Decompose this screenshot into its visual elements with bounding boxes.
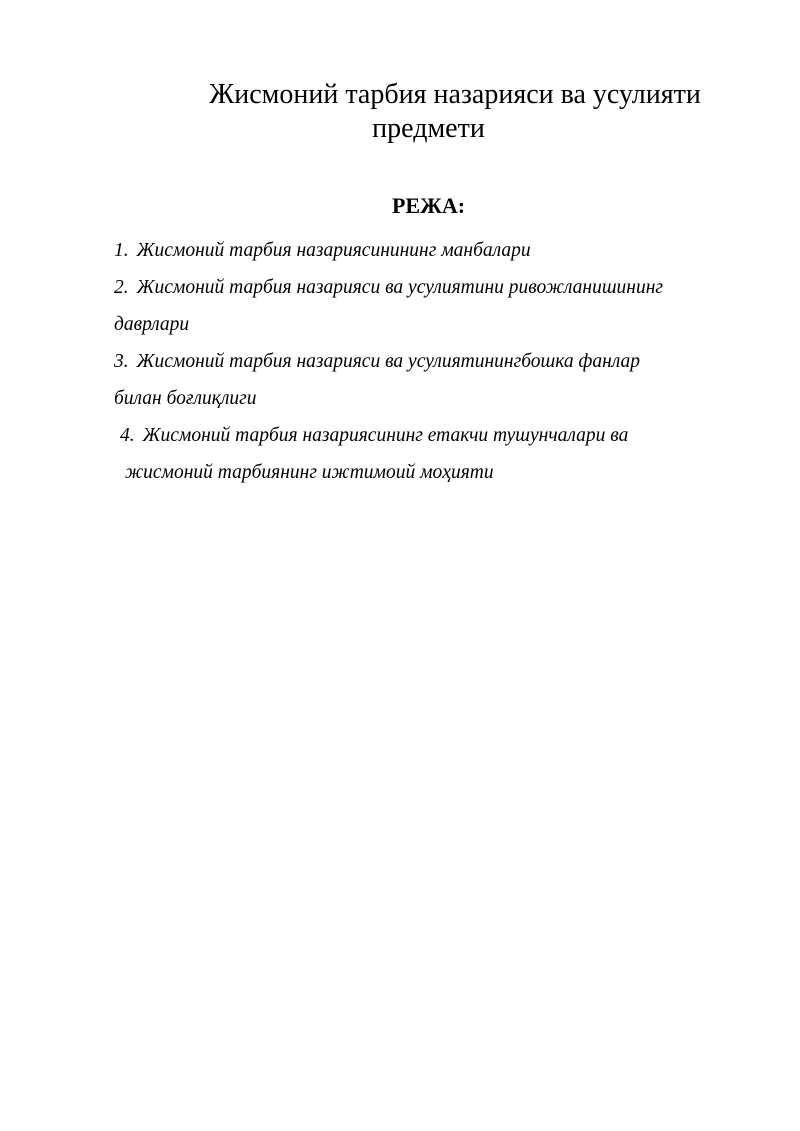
plan-item-4: [114, 417, 754, 491]
page-title-line-1: Жисмоний тарбия назарияси ва усулияти: [209, 79, 701, 110]
plan-item-continuation: даврлари: [114, 314, 190, 335]
plan-item-1: [114, 232, 754, 269]
page-title-line-2: предмети: [372, 113, 485, 144]
plan-item-text: Жисмоний тарбия назариясининг етакчи тушунчалари ва: [142, 425, 629, 446]
plan-item-number: 2.: [114, 277, 129, 298]
plan-item-continuation: жисмоний тарбиянинг ижтимоий моҳияти: [125, 462, 494, 483]
plan-item-number: 4.: [120, 425, 135, 446]
plan-item-2: [114, 269, 754, 343]
plan-heading: РЕЖА:: [391, 193, 466, 218]
plan-item-number: 3.: [114, 351, 129, 372]
plan-item-text: Жисмоний тарбия назарияси ва усулиятини ривожланишининг: [136, 277, 663, 298]
plan-item-text: Жисмоний тарбия назариясинининг манбалари: [136, 240, 531, 261]
plan-item-number: 1.: [114, 240, 129, 261]
plan-item-continuation: билан боғлиқлиги: [114, 388, 257, 409]
plan-item-text: Жисмоний тарбия назарияси ва усулиятинингбошка фанлар: [136, 351, 640, 372]
page-title: [0, 78, 800, 146]
plan-list: [114, 232, 754, 491]
plan-item-3: [114, 343, 754, 417]
